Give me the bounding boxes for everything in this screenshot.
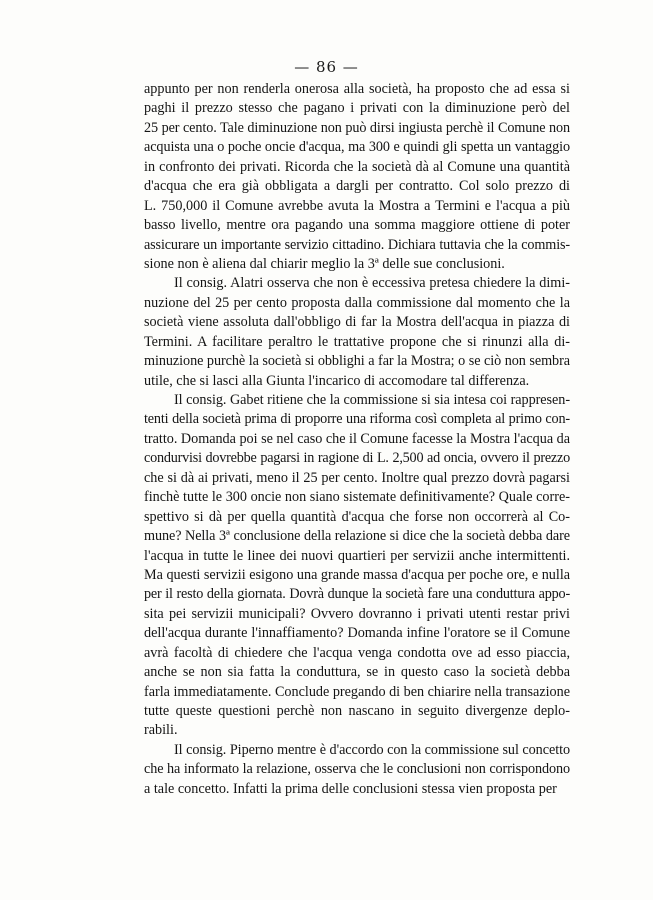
text-line: in confronto dei privati. Ricorda che la società dà al Comune una quantità [144,158,570,175]
text-line: avrà facoltà di chiedere che l'acqua venga condotta ove ad esso piaccia, [144,644,570,661]
page-number: — 86 — [294,58,359,76]
text-line: che si dà ai privati, meno il 25 per cento. Inoltre qual prezzo dovrà pagarsi [144,469,570,486]
text-line: utile, che si lasci alla Giunta l'incarico di accomodare tal differenza. [144,372,530,389]
text-line: l'acqua in tutte le linee dei nuovi quartieri per servizii anche intermittenti. [144,547,570,564]
text-line: finchè tutte le 300 oncie non siano sistemate definitivamente? Quale corre- [144,489,570,506]
text-line: rabili. [144,722,178,739]
text-line: spettivo si dà per quella quantità d'acqua che forse non occorrerà al Co- [144,508,570,525]
text-line: farla immediatamente. Conclude pregando di ben chiarire nella transazione [144,683,570,700]
paragraph [144,80,570,274]
text-line: che ha informato la relazione, osserva che le conclusioni non corrispondono [144,761,570,778]
text-line: 25 per cento. Tale diminuzione non può dirsi ingiusta perchè il Comune non [144,119,570,136]
text-line: Termini. A facilitare peraltro le trattative propone che si rinunzi alla di- [144,333,570,350]
paragraph [144,741,570,799]
text-line: tratto. Domanda poi se nel caso che il Comune facesse la Mostra l'acqua da [144,430,570,447]
text-line: dell'acqua durante l'innaffiamento? Domanda infine l'oratore se il Comune [144,625,570,642]
text-line: società viene assoluta dall'obbligo di far la Mostra dell'acqua in piazza di [144,314,570,331]
text-line: per il resto della giornata. Dovrà dunque la società fare una conduttura appo- [144,586,570,603]
text-line: L. 750,000 il Comune avrebbe avuta la Mostra a Termini e l'acqua a più [144,197,570,214]
text-line: Il consig. Gabet ritiene che la commissione si sia intesa coi rappresen- [174,392,570,408]
paragraph [144,391,570,741]
text-line: minuzione purchè la società si obblighi a far la Mostra; o se ciò non sembra [144,353,570,370]
text-line: acquista una o poche oncie d'acqua, ma 300 e quindi gli spetta un vantaggio [144,139,570,156]
text-line: sita pei servizii municipali? Ovvero dovranno i privati utenti restar privi [144,605,570,622]
text-line: mune? Nella 3ª conclusione della relazione si dice che la società debba dare [144,528,570,545]
text-line: Il consig. Alatri osserva che non è eccessiva pretesa chiedere la dimi- [174,275,570,292]
text-line: condurvisi dovrebbe pagarsi in ragione di L. 2,500 ad oncia, ovvero il prezzo [144,450,570,467]
paragraph [144,274,570,391]
text-line: nuzione del 25 per cento proposta dalla commissione dal momento che la [144,294,570,311]
body-text [144,80,570,799]
text-line: anche se non sia fatta la conduttura, se in questo caso la società debba [144,664,570,681]
text-line: tutte queste questioni perchè non nascano in seguito divergenze deplo- [144,703,570,719]
text-line: d'acqua che era già obbligata a dargli per contratto. Col solo prezzo di [144,178,570,195]
text-line: basso livello, mentre ora pagando una somma maggiore ottiene di poter [144,217,570,234]
text-line: paghi il prezzo stesso che pagano i privati con la diminuzione però del [144,100,570,117]
text-line: Il consig. Piperno mentre è d'accordo con la commissione sul concetto [174,741,570,758]
text-line: tenti della società prima di proporre una riforma così completa al primo con- [144,411,570,428]
text-line: appunto per non renderla onerosa alla società, ha proposto che ad essa si [144,81,570,97]
text-line: assicurare un importante servizio cittadino. Dichiara tuttavia che la commis- [144,236,570,253]
text-line: Ma questi servizii esigono una grande massa d'acqua per poche ore, e nulla [144,566,570,583]
text-line: sione non è aliena dal chiarir meglio la 3ª delle sue conclusioni. [144,255,505,272]
text-line: a tale concetto. Infatti la prima delle conclusioni stessa vien proposta per [144,780,557,797]
